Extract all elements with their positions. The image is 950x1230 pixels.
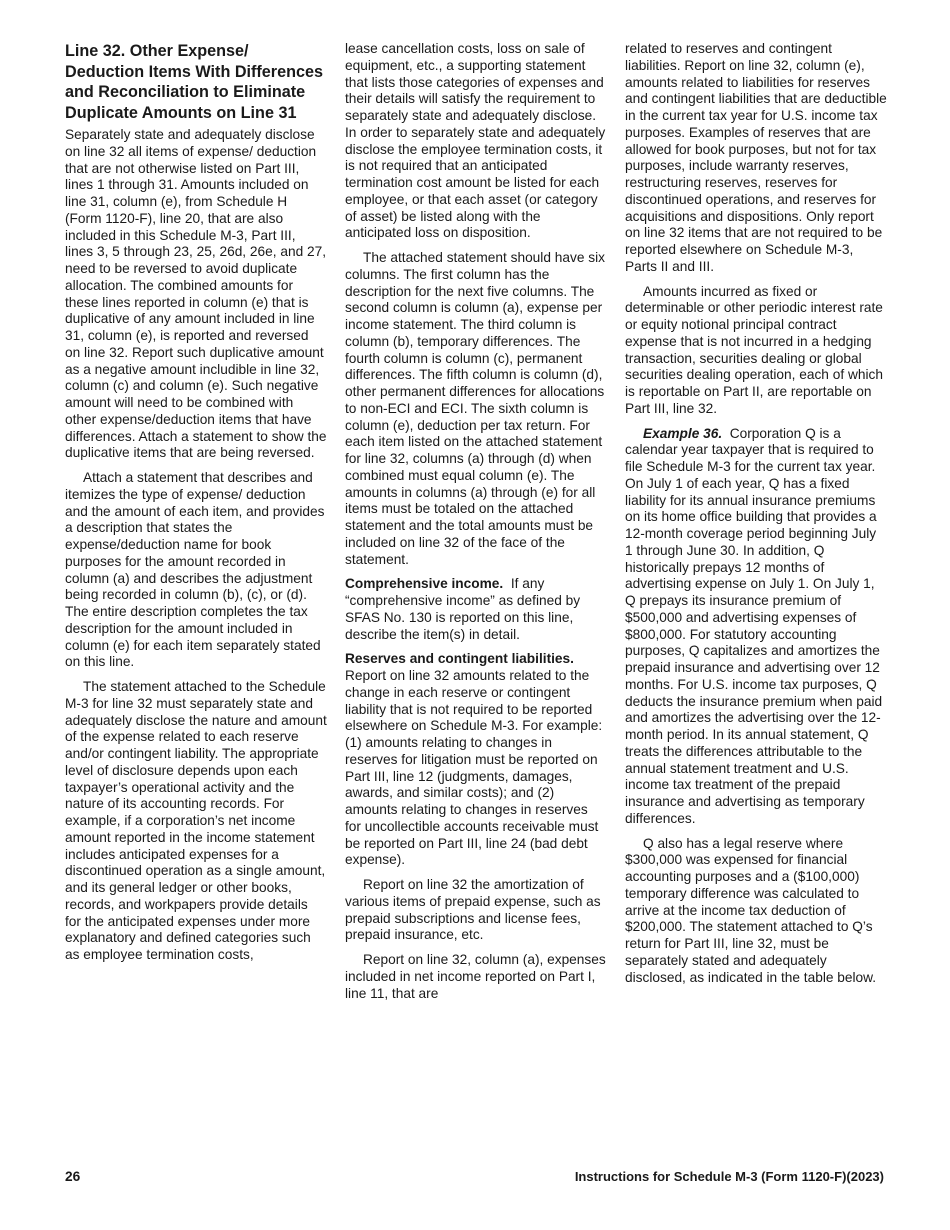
example-text: Corporation Q is a calendar year taxpayer that is required to file Schedule M-3 for the current tax year. On July 1 of each year, Q has a fixed liability for its annual insurance premiums on its home office building that provides a 12-month coverage period beginning July 1 through June 30. In addition, Q historically prepays 12 months of advertising expense on July 1. On July 1, Q prepays its insurance premium of $500,000 and advertising expenses of $800,000. For statutory accounting purposes, Q capitalizes and amortizes the prepaid insurance and advertising over 12 months. For U.S. income tax purposes, Q deducts the insurance premium when paid and amortizes the advertising over the 12-month period. In its annual statement, Q treats the differences attributable to the annual statement treatment and U.S. income tax treatment of the prepaid insurance and advertising as temporary differences. — [625, 425, 883, 826]
comprehensive-income-text: If any “comprehensive income” as defined by SFAS No. 130 is reported on this line, describe the item(s) in detail. — [345, 576, 581, 642]
reserves-text: Report on line 32 amounts related to the change in each reserve or contingent liability that is not required to be reported elsewhere on Schedule M-3. For example: (1) amounts relating to changes in reserves for litigation must be reported on Part III, line 12 (judgments, damages, awards, and similar costs); and (2) amounts relating to changes in reserves for uncollectible accounts receivable must be reported on Part III, line 24 (bad debt expense). — [345, 668, 603, 868]
run-in-heading-comprehensive-income: Comprehensive income. — [345, 576, 504, 592]
footer-document-title: Instructions for Schedule M-3 (Form 1120-F)(2023) — [574, 1169, 884, 1184]
page-number: 26 — [65, 1169, 81, 1184]
paragraph-reserves-continued: related to reserves and contingent liabilities. Report on line 32, column (e), amounts related to liabilities for reserves and contingent liabilities that are deductible in the current tax year for U.S. income tax purposes. Examples of reserves that are allowed for book purposes, but not for tax purposes, include warranty reserves, restructuring reserves, reserves for discontinued operations, and reserves for acquisitions and dispositions. Only report on line 32 items that are not required to be reported elsewhere on Schedule M-3, Parts II and III. — [625, 41, 887, 274]
column-right — [625, 41, 887, 994]
paragraph-example-36 — [625, 426, 887, 828]
paragraph-column-a-expenses: Report on line 32, column (a), expenses included in net income reported on Part I, line 11, that are — [345, 952, 606, 1001]
section-heading: Line 32. Other Expense/ Deduction Items With Differences and Reconciliation to Eliminate Duplicate Amounts on Line 31 — [65, 42, 323, 122]
paragraph-legal-reserve: Q also has a legal reserve where $300,000 was expensed for financial accounting purposes and a ($100,000) temporary difference was calculated to arrive at the income tax deduction of $200,000. The statement attached to Q’s return for Part III, line 32, must be separately stated and adequately disclosed, as indicated in the table below. — [625, 835, 877, 985]
paragraph-comprehensive-income — [345, 576, 607, 643]
paragraph-prepaid-amortization: Report on line 32 the amortization of various items of prepaid expense, such as prepaid subscriptions and license fees, prepaid insurance, etc. — [345, 877, 601, 943]
paragraph-line32-intro: Separately state and adequately disclose on line 32 all items of expense/ deduction that are not otherwise listed on Part III, lines 1 through 31. Amounts included on line 31, column (e), from Schedule H (Form 1120-F), line 20, that are also included in this Schedule M-3, Part III, lines 3, 5 through 23, 25, 26d, 26e, and 27, need to be reversed to avoid duplicate allocation. The combined amounts for these lines reported in column (e) that is duplicative of any amount included in line 31, column (e), is reported and reversed on line 32. Report such duplicative amount as a negative amount includible in line 32, column (c) and column (e). Such negative amount will need to be combined with other expense/deduction items that have differences. Attach a statement to show the duplicative items that are being reversed. — [65, 127, 327, 461]
column-left — [65, 41, 327, 972]
paragraph-continued: lease cancellation costs, loss on sale of equipment, etc., a supporting statement that lists those categories of expenses and their details will satisfy the requirement to separately state and adequately disclose. In order to separately state and adequately disclose the employee termination costs, it is not required that an anticipated termination cost amount be listed for each employee, or that each asset (or category of asset) be listed along with the anticipated loss on disposition. — [345, 41, 606, 241]
example-label: Example 36. — [643, 425, 723, 441]
paragraph-notional-principal: Amounts incurred as fixed or determinable or other periodic interest rate or equity notional principal contract expense that is not incurred in a hedging transaction, securities dealing or global securities dealing operation, each of which is reportable on Part II, are reportable on Part III, line 32. — [625, 283, 883, 416]
paragraph-attach-statement: Attach a statement that describes and itemizes the type of expense/ deduction and the amount of each item, and provides a description that states the expense/deduction name for book purposes for the amount recorded in column (a) and describes the adjustment being recorded in column (b), (c), or (d). The entire description completes the tax description for the amount included in column (e) for each item separately stated on this line. — [65, 470, 325, 670]
column-middle — [345, 41, 607, 1010]
run-in-heading-reserves: Reserves and contingent liabilities. — [345, 651, 574, 667]
paragraph-statement-disclosure: The statement attached to the Schedule M-3 for line 32 must separately state and adequately disclose the nature and amount of the expense related to each reserve and/or contingent liability. The appropriate level of disclosure depends upon each taxpayer’s operational activity and the nature of its accounting records. For example, if a corporation’s net income amount reported in the income statement includes anticipated expenses for a discontinued operation as a single amount, and its general ledger or other books, records, and workpapers provide details for the anticipated expenses under more explanatory and defined categories such as employee termination costs, — [65, 679, 327, 962]
paragraph-reserves — [345, 651, 607, 869]
paragraph-six-columns: The attached statement should have six columns. The first column has the description for the next five columns. The second column is column (a), expense per income statement. The third column is column (b), temporary differences. The fourth column is column (c), permanent differences. The fifth column is column (d), other permanent differences for allocations to non-ECI and ECI. The sixth column is column (e), deduction per tax return. For each item listed on the attached statement for line 32, columns (a) through (d) when combined must equal column (e). The amounts in columns (a) through (e) for all items must be totaled on the attached statement and the total amounts must be included on line 32 of the face of the statement. — [345, 250, 605, 567]
